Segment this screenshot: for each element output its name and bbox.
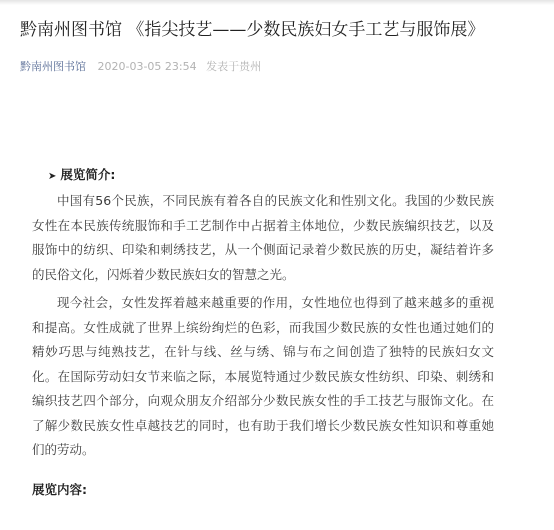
article-body (32, 165, 494, 463)
intro-heading (48, 165, 494, 187)
article-title: 黔南州图书馆 《指尖技艺——少数民族妇女手工艺与服饰展》 (20, 20, 485, 40)
intro-paragraph-2: 现今社会，女性发挥着越来越重要的作用，女性地位也得到了越来越多的重视和提高。女性成就了世界上缤纷绚烂的色彩，而我国少数民族的女性也通过她们的精妙巧思与纯熟技艺，在针与线、丝与绣、锦与布之间创造了独特的民族妇女文化。在国际劳动妇女节来临之际，本展览特通过少数民族女性纺织、印染、刺绣和编织技艺四个部分，向观众朋友介绍部分少数民族女性的手工技艺与服饰文化。在了解少数民族女性卓越技艺的同时，也有助于我们增长少数民族女性知识和尊重她们的劳动。 (32, 295, 494, 457)
intro-heading-text: 展览简介: (60, 167, 116, 182)
article-header (20, 18, 540, 74)
arrow-bullet-icon: ➤ (48, 171, 57, 182)
account-name-link[interactable]: 黔南州图书馆 (20, 60, 86, 73)
article-meta (20, 60, 540, 74)
publish-location: 发表于贵州 (206, 60, 262, 73)
top-divider (0, 0, 554, 5)
publish-time: 2020-03-05 23:54 (97, 60, 197, 73)
content-heading: 展览内容: (32, 482, 87, 497)
intro-paragraph-1: 中国有56个民族，不同民族有着各自的民族文化和性别文化。我国的少数民族女性在本民族传统服饰和手工艺制作中占据着主体地位，少数民族编织技艺，以及服饰中的纺织、印染和刺绣技艺，从一个侧面记录着少数民族的历史，凝结着许多的民俗文化，闪烁着少数民族妇女的智慧之光。 (32, 193, 494, 282)
